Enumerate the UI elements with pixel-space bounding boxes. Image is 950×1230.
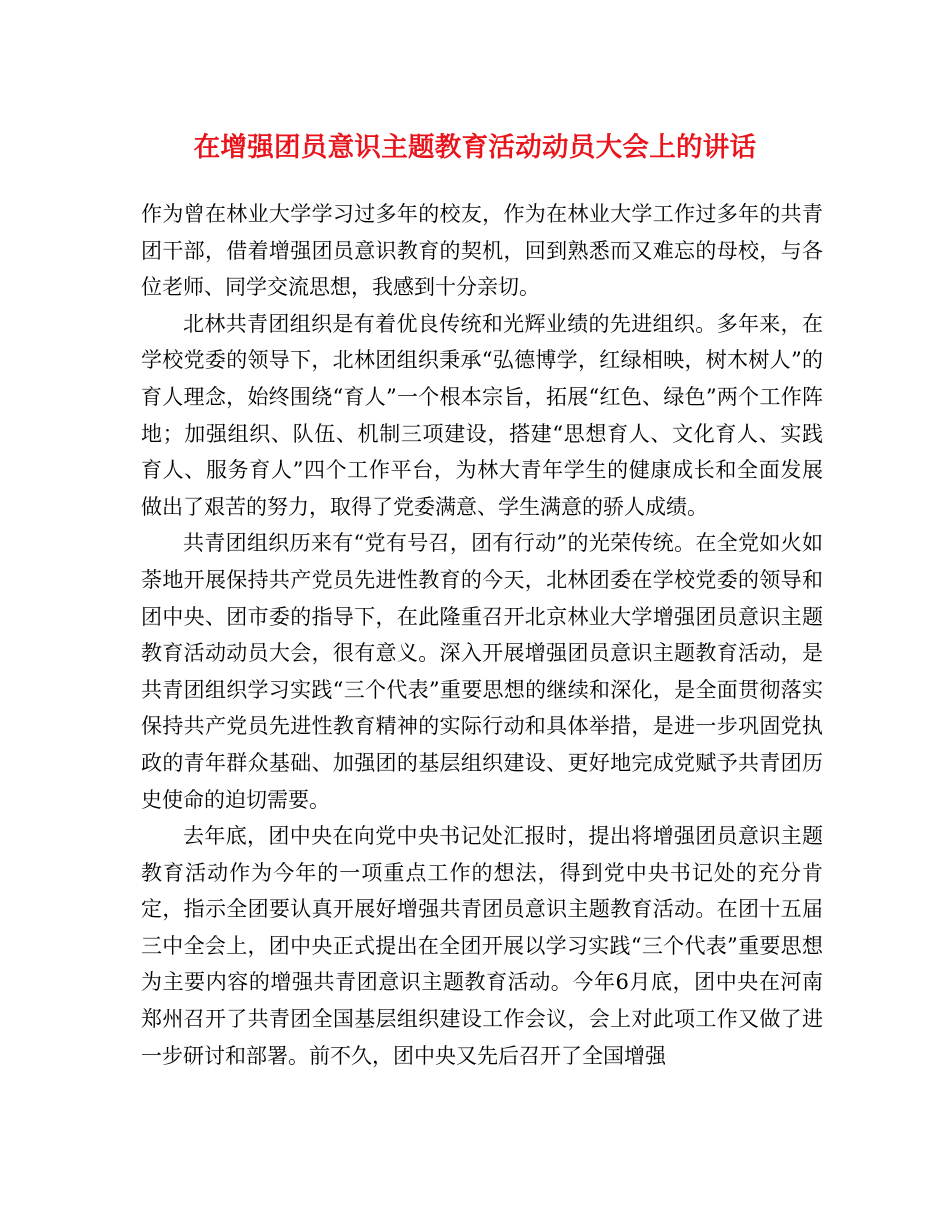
paragraph-4: 去年底，团中央在向党中央书记处汇报时，提出将增强团员意识主题教育活动作为今年的一项重点工作的想法，得到党中央书记处的充分肯定，指示全团要认真开展好增强共青团员意识主题教育活动。在团十五届三中全会上，团中央正式提出在全团开展以学习实践“三个代表”重要思想为主要内容的增强共青团意识主题教育活动。今年6月底，团中央在河南郑州召开了共青团全国基层组织建设工作会议，会上对此项工作又做了进一步研讨和部署。前不久，团中央又先后召开了全国增强 bbox=[141, 824, 823, 1068]
paragraph-1: 作为曾在林业大学学习过多年的校友，作为在林业大学工作过多年的共青团干部，借着增强团员意识教育的契机，回到熟悉而又难忘的母校，与各位老师、同学交流思想，我感到十分亲切。 bbox=[141, 202, 823, 300]
document-title: 在增强团员意识主题教育活动动员大会上的讲话 bbox=[193, 132, 757, 163]
document-body bbox=[141, 196, 823, 1074]
paragraph-2: 北林共青团组织是有着优良传统和光辉业绩的先进组织。多年来，在学校党委的领导下，北林团组织秉承“弘德博学，红绿相映，树木树人”的育人理念，始终围绕“育人”一个根本宗旨，拓展“红色、绿色”两个工作阵地；加强组织、队伍、机制三项建设，搭建“思想育人、文化育人、实践育人、服务育人”四个工作平台，为林大青年学生的健康成长和全面发展做出了艰苦的努力，取得了党委满意、学生满意的骄人成绩。 bbox=[141, 311, 823, 519]
paragraph-3: 共青团组织历来有“党有号召，团有行动”的光荣传统。在全党如火如荼地开展保持共产党员先进性教育的今天，北林团委在学校党委的领导和团中央、团市委的指导下，在此隆重召开北京林业大学增强团员意识主题教育活动动员大会，很有意义。深入开展增强团员意识主题教育活动，是共青团组织学习实践“三个代表”重要思想的继续和深化，是全面贯彻落实保持共产党员先进性教育精神的实际行动和具体举措，是进一步巩固党执政的青年群众基础、加强团的基层组织建设、更好地完成党赋予共青团历史使命的迫切需要。 bbox=[141, 531, 823, 812]
